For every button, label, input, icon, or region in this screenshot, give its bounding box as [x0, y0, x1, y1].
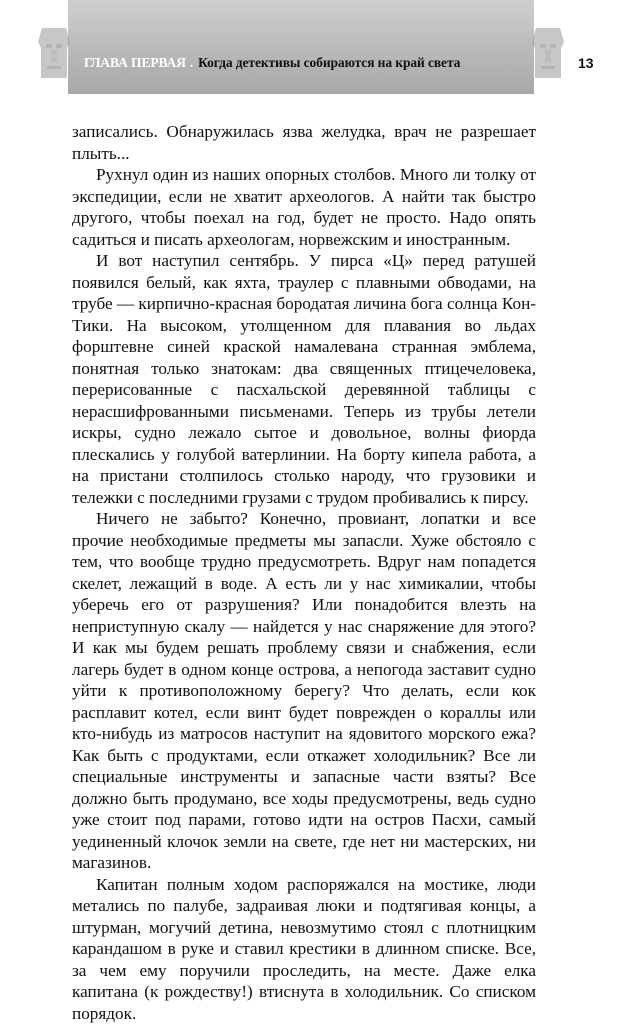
paragraph: Капитан полным ходом распоряжался на мостике, люди метались по палубе, задраивая люки и подтягивая концы, а штурман, могучий детина, невозмутимо стоял с плотницким карандашом в руке и ставил крестики в длинном списке. Все, за чем ему поручили проследить, на месте. Даже елка капитана (к рождеству!) втиснута в холодильник. Со списком порядок. [72, 874, 536, 1024]
stone-idol-ornament-icon [528, 24, 568, 86]
chapter-title: Когда детективы собираются на край света [198, 55, 460, 70]
running-head-band [68, 0, 534, 94]
paragraph: Ничего не забыто? Конечно, провиант, лопатки и все прочие необходимые предметы мы запасли. Хуже обстояло с тем, что вообще трудно предусмотреть. Вдруг нам попадется скелет, лежащий в воде. А есть ли у нас химикалии, чтобы уберечь его от разрушения? Или понадобится влезть на неприступную скалу — найдется у нас снаряжение для этого? И как мы будем решать проблему связи и снабжения, если лагерь будет в одном конце острова, а непогода заставит судно уйти к противоположному берегу? Что делать, если кок расплавит котел, если винт будет поврежден о кораллы или кто-нибудь из матросов наступит на ядовитого морского ежа? Как быть с продуктами, если откажет холодильник? Все ли специальные инструменты и запасные части взяты? Все должно быть продумано, все ходы предусмотрены, ведь судно уже стоит под парами, готово идти на остров Пасхи, самый уединенный клочок земли на свете, где нет ни мастерских, ни магазинов. [72, 508, 536, 874]
chapter-label: ГЛАВА ПЕРВАЯ [84, 55, 186, 70]
stone-idol-ornament-icon [34, 24, 74, 86]
body-text [72, 121, 536, 1024]
running-head [84, 55, 524, 71]
paragraph: Рухнул один из наших опорных столбов. Много ли толку от экспедиции, если не хватит археологов. А найти так быстро другого, чтобы поехал на год, будет не просто. Надо опять садиться и писать археологам, норвежским и иностранным. [72, 164, 536, 250]
paragraph: записались. Обнаружилась язва желудка, врач не разрешает плыть... [72, 121, 536, 164]
page-number: 13 [578, 55, 594, 71]
chapter-separator: . [190, 55, 193, 70]
paragraph: И вот наступил сентябрь. У пирса «Ц» перед ратушей появился белый, как яхта, траулер с плавными обводами, на трубе — кирпично-красная бородатая личина бога солнца Кон-Тики. На высоком, утолщенном для плавания во льдах форштевне синей краской намалевана странная эмблема, понятная только знатокам: два священных птицечеловека, перерисованные с пасхальской деревянной таблицы с нерасшифрованными письменами. Теперь из трубы летели искры, судно лежало сытое и довольное, волны фиорда плескались у голубой ватерлинии. На борту кипела работа, а на пристани столпилось столько народу, что грузовики и тележки с последними грузами с трудом пробивались к пирсу. [72, 250, 536, 508]
